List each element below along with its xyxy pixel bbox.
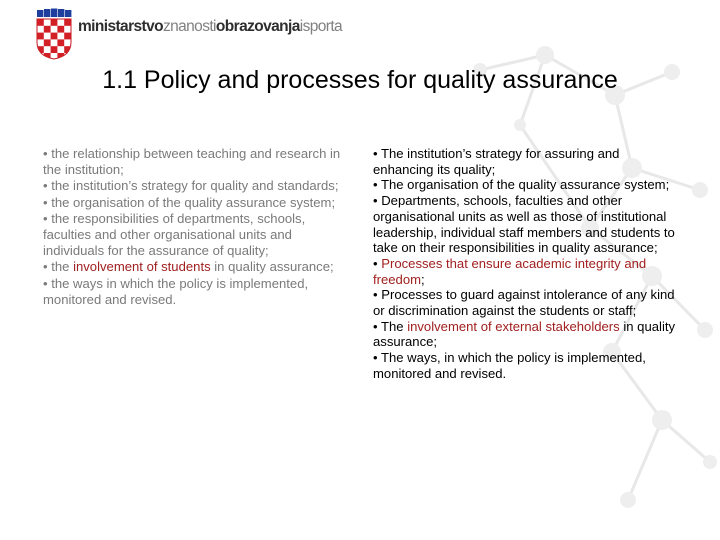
logo-word: sporta [302, 18, 343, 35]
item-text: • the ways in which the policy is implemented, monitored and revised. [43, 275, 309, 307]
item-text: • The ways, in which the policy is implemented, monitored and revised. [373, 350, 646, 381]
list-item [43, 195, 355, 211]
list-item [43, 259, 355, 275]
right-column-list [373, 146, 680, 382]
item-text: • the responsibilities of departments, schools, faculties and other organisational units and individuals for the assurance of quality; [43, 210, 306, 259]
list-item [373, 146, 680, 177]
crown-shield [65, 10, 71, 17]
item-text: • Departments, schools, faculties and other organisational units as well as those of institutional leadership, individual staff members and students to take on their responsibilities in quality assurance; [373, 193, 675, 256]
list-item [373, 193, 680, 256]
crown-shield [51, 9, 57, 18]
item-text: • Processes to guard against intolerance of any kind or discrimination against the students or staff; [373, 287, 675, 319]
list-item [43, 146, 355, 178]
list-item [373, 287, 680, 318]
logo-word: obrazovanja [215, 18, 300, 35]
logo-word: ministarstvo [78, 18, 163, 35]
list-item [373, 350, 680, 381]
item-text: • The [373, 318, 408, 334]
item-text: • [373, 255, 382, 271]
item-text: in quality assurance; [210, 259, 334, 275]
ministry-logo [36, 8, 342, 60]
highlighted-text: Processes that ensure academic integrity and freedom [373, 255, 647, 287]
highlighted-text: involvement of students [73, 259, 211, 275]
list-item [373, 256, 680, 287]
highlighted-text: involvement of external stakeholders [407, 318, 620, 334]
logo-word: i [299, 18, 303, 35]
list-item [373, 177, 680, 193]
list-item [43, 178, 355, 194]
list-item [43, 276, 355, 308]
item-text: • the relationship between teaching and research in the institution; [43, 146, 341, 178]
list-item [373, 319, 680, 350]
left-column-list [43, 146, 355, 308]
croatian-coat-of-arms-icon [36, 8, 72, 60]
logo-word: znanosti [162, 18, 216, 35]
crown-shield [37, 10, 43, 17]
crown-shield [58, 9, 64, 17]
item-text: • The organisation of the quality assurance system; [373, 177, 670, 193]
item-text: in quality assurance; [373, 318, 676, 350]
slide-title: 1.1 Policy and processes for quality assurance [102, 66, 618, 94]
item-text: ; [421, 271, 425, 287]
crown-shield [44, 9, 50, 17]
item-text: • the institution’s strategy for quality and standards; [43, 178, 339, 194]
item-text: • the organisation of the quality assurance system; [43, 194, 336, 210]
list-item [43, 211, 355, 260]
item-text: • the [43, 259, 74, 275]
ministry-name [78, 18, 342, 36]
item-text: • The institution’s strategy for assuring and enhancing its quality; [373, 146, 620, 177]
